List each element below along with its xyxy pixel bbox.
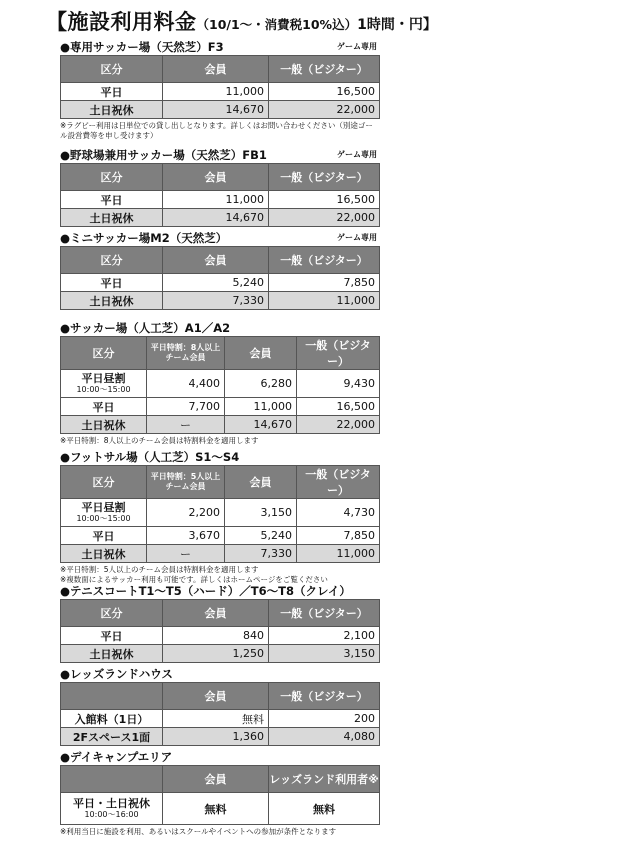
member-price: 14,670 [225, 416, 297, 434]
general-price: 7,850 [297, 527, 380, 545]
row-label-text: 平日昼割 [81, 371, 126, 385]
header-general: 一般（ビジター） [269, 164, 380, 191]
row-time: 10:00～15:00 [76, 384, 131, 394]
row-label: 土日祝休 [61, 292, 163, 310]
section-m2 [60, 230, 379, 310]
section-note: ゲーム専用 [337, 42, 377, 51]
row-time: 10:00～16:00 [84, 809, 139, 819]
section-s1-s4 [60, 449, 379, 585]
member-price: 11,000 [163, 83, 269, 101]
table-row [61, 209, 380, 227]
section-title: ●レッズランドハウス [60, 667, 173, 681]
member-price: 1,250 [163, 645, 269, 663]
table-row [61, 728, 380, 746]
header-member: 会員 [225, 466, 297, 499]
general-price: 16,500 [297, 398, 380, 416]
special-price: 2,200 [147, 499, 225, 527]
section-title: ●テニスコートT1～T5（ハード）／T6～T8（クレイ） [60, 584, 351, 598]
section-a1-a2 [60, 320, 379, 446]
table-row [61, 545, 380, 563]
general-price: 4,730 [297, 499, 380, 527]
member-price: 6,280 [225, 370, 297, 398]
member-price: 11,000 [225, 398, 297, 416]
table-row [61, 398, 380, 416]
header-category: 区分 [61, 247, 163, 274]
section-title: ●デイキャンプエリア [60, 750, 173, 764]
general-price: 2,100 [269, 627, 380, 645]
price-table [60, 599, 380, 663]
header-general: 一般（ビジター） [269, 600, 380, 627]
member-price: 1,360 [163, 728, 269, 746]
title-main: 【施設利用料金 [46, 10, 197, 34]
row-label: 平日 [61, 83, 163, 101]
section-title: ●野球場兼用サッカー場（天然芝）FB1 [60, 148, 267, 162]
section-title: ●フットサル場（人工芝）S1～S4 [60, 450, 240, 464]
table-row [61, 274, 380, 292]
section-title: ●ミニサッカー場M2（天然芝） [60, 231, 228, 245]
row-label [61, 370, 147, 398]
row-label: 平日 [61, 527, 147, 545]
general-price: 16,500 [269, 83, 380, 101]
table-row [61, 645, 380, 663]
row-label: 土日祝休 [61, 645, 163, 663]
table-row [61, 527, 380, 545]
header-user: レッズランド利用者※ [269, 766, 380, 793]
general-price: 7,850 [269, 274, 380, 292]
member-price: 5,240 [163, 274, 269, 292]
table-row [61, 292, 380, 310]
special-price: 7,700 [147, 398, 225, 416]
price-table [60, 765, 380, 825]
general-price: 9,430 [297, 370, 380, 398]
price-table [60, 55, 380, 119]
footnote: ※利用当日に施設を利用、あるいはスクールやイベントへの参加が条件となります [60, 827, 337, 836]
member-price: 14,670 [163, 209, 269, 227]
row-time: 10:00～15:00 [76, 513, 131, 523]
special-price: 4,400 [147, 370, 225, 398]
row-label: 2Fスペース1面 [61, 728, 163, 746]
price-table [60, 336, 380, 434]
title-sub: （10/1～・消費税10%込） [196, 17, 358, 32]
row-label-text: 平日昼割 [81, 500, 126, 514]
section-day-camp [60, 749, 379, 837]
section-fb1 [60, 147, 379, 227]
price-table [60, 465, 380, 563]
title-unit: 1時間・円】 [357, 17, 437, 33]
footnote: ※ラグビー利用は日単位での貸し出しとなります。詳しくはお問い合わせください（別途ゴール設営費等を申し受けます） [60, 121, 373, 140]
general-price: 3,150 [269, 645, 380, 663]
special-price: ー [147, 545, 225, 563]
member-price: 3,150 [225, 499, 297, 527]
special-price: ー [147, 416, 225, 434]
header-member: 会員 [163, 56, 269, 83]
header-member: 会員 [225, 337, 297, 370]
header-member: 会員 [163, 600, 269, 627]
header-special: 平日特割：8人以上チーム会員 [147, 337, 225, 370]
section-title: ●サッカー場（人工芝）A1／A2 [60, 321, 231, 335]
row-label: 土日祝休 [61, 209, 163, 227]
table-row [61, 370, 380, 398]
table-row [61, 83, 380, 101]
header-member: 会員 [163, 164, 269, 191]
general-price: 22,000 [297, 416, 380, 434]
section-reds-land-house [60, 666, 379, 746]
header-general: 一般（ビジター） [297, 337, 380, 370]
row-label [61, 793, 163, 825]
page-title [46, 6, 437, 36]
member-price: 5,240 [225, 527, 297, 545]
table-row [61, 416, 380, 434]
row-label: 平日 [61, 398, 147, 416]
table-row [61, 710, 380, 728]
row-label: 平日 [61, 274, 163, 292]
section-tennis [60, 583, 379, 663]
header-member: 会員 [163, 683, 269, 710]
row-label: 土日祝休 [61, 545, 147, 563]
member-price: 無料 [163, 710, 269, 728]
section-note: ゲーム専用 [337, 150, 377, 159]
member-price: 11,000 [163, 191, 269, 209]
row-label: 土日祝休 [61, 416, 147, 434]
general-price: 16,500 [269, 191, 380, 209]
header-category: 区分 [61, 466, 147, 499]
general-price: 11,000 [269, 292, 380, 310]
price-table [60, 246, 380, 310]
general-price: 4,080 [269, 728, 380, 746]
header-general: 一般（ビジター） [269, 247, 380, 274]
table-row [61, 793, 380, 825]
table-row [61, 191, 380, 209]
general-price: 22,000 [269, 209, 380, 227]
header-general: 一般（ビジター） [269, 683, 380, 710]
general-price: 11,000 [297, 545, 380, 563]
header-category: 区分 [61, 56, 163, 83]
section-title: ●専用サッカー場（天然芝）F3 [60, 40, 224, 54]
row-label: 平日 [61, 627, 163, 645]
member-price: 14,670 [163, 101, 269, 119]
member-price: 7,330 [163, 292, 269, 310]
member-price: 7,330 [225, 545, 297, 563]
table-row [61, 627, 380, 645]
footnote: ※平日特割：8人以上のチーム会員は特割料金を適用します [60, 436, 259, 445]
header-general: 一般（ビジター） [269, 56, 380, 83]
header-category: 区分 [61, 164, 163, 191]
row-label [61, 499, 147, 527]
row-label: 平日 [61, 191, 163, 209]
header-category: 区分 [61, 337, 147, 370]
user-price: 無料 [269, 793, 380, 825]
header-blank [61, 766, 163, 793]
header-general: 一般（ビジター） [297, 466, 380, 499]
price-table [60, 163, 380, 227]
special-price: 3,670 [147, 527, 225, 545]
section-f3 [60, 39, 379, 141]
header-member: 会員 [163, 766, 269, 793]
row-label: 入館料（1日） [61, 710, 163, 728]
table-row [61, 101, 380, 119]
table-row [61, 499, 380, 527]
footnote: ※複数面によるサッカー利用も可能です。詳しくはホームページをご覧ください [60, 575, 328, 584]
general-price: 22,000 [269, 101, 380, 119]
section-note: ゲーム専用 [337, 233, 377, 242]
row-label: 土日祝休 [61, 101, 163, 119]
general-price: 200 [269, 710, 380, 728]
header-special: 平日特割：5人以上チーム会員 [147, 466, 225, 499]
header-blank [61, 683, 163, 710]
header-category: 区分 [61, 600, 163, 627]
member-price: 無料 [163, 793, 269, 825]
header-member: 会員 [163, 247, 269, 274]
member-price: 840 [163, 627, 269, 645]
price-table [60, 682, 380, 746]
row-label-text: 平日・土日祝休 [73, 796, 150, 810]
footnote: ※平日特割：5人以上のチーム会員は特割料金を適用します [60, 565, 259, 574]
